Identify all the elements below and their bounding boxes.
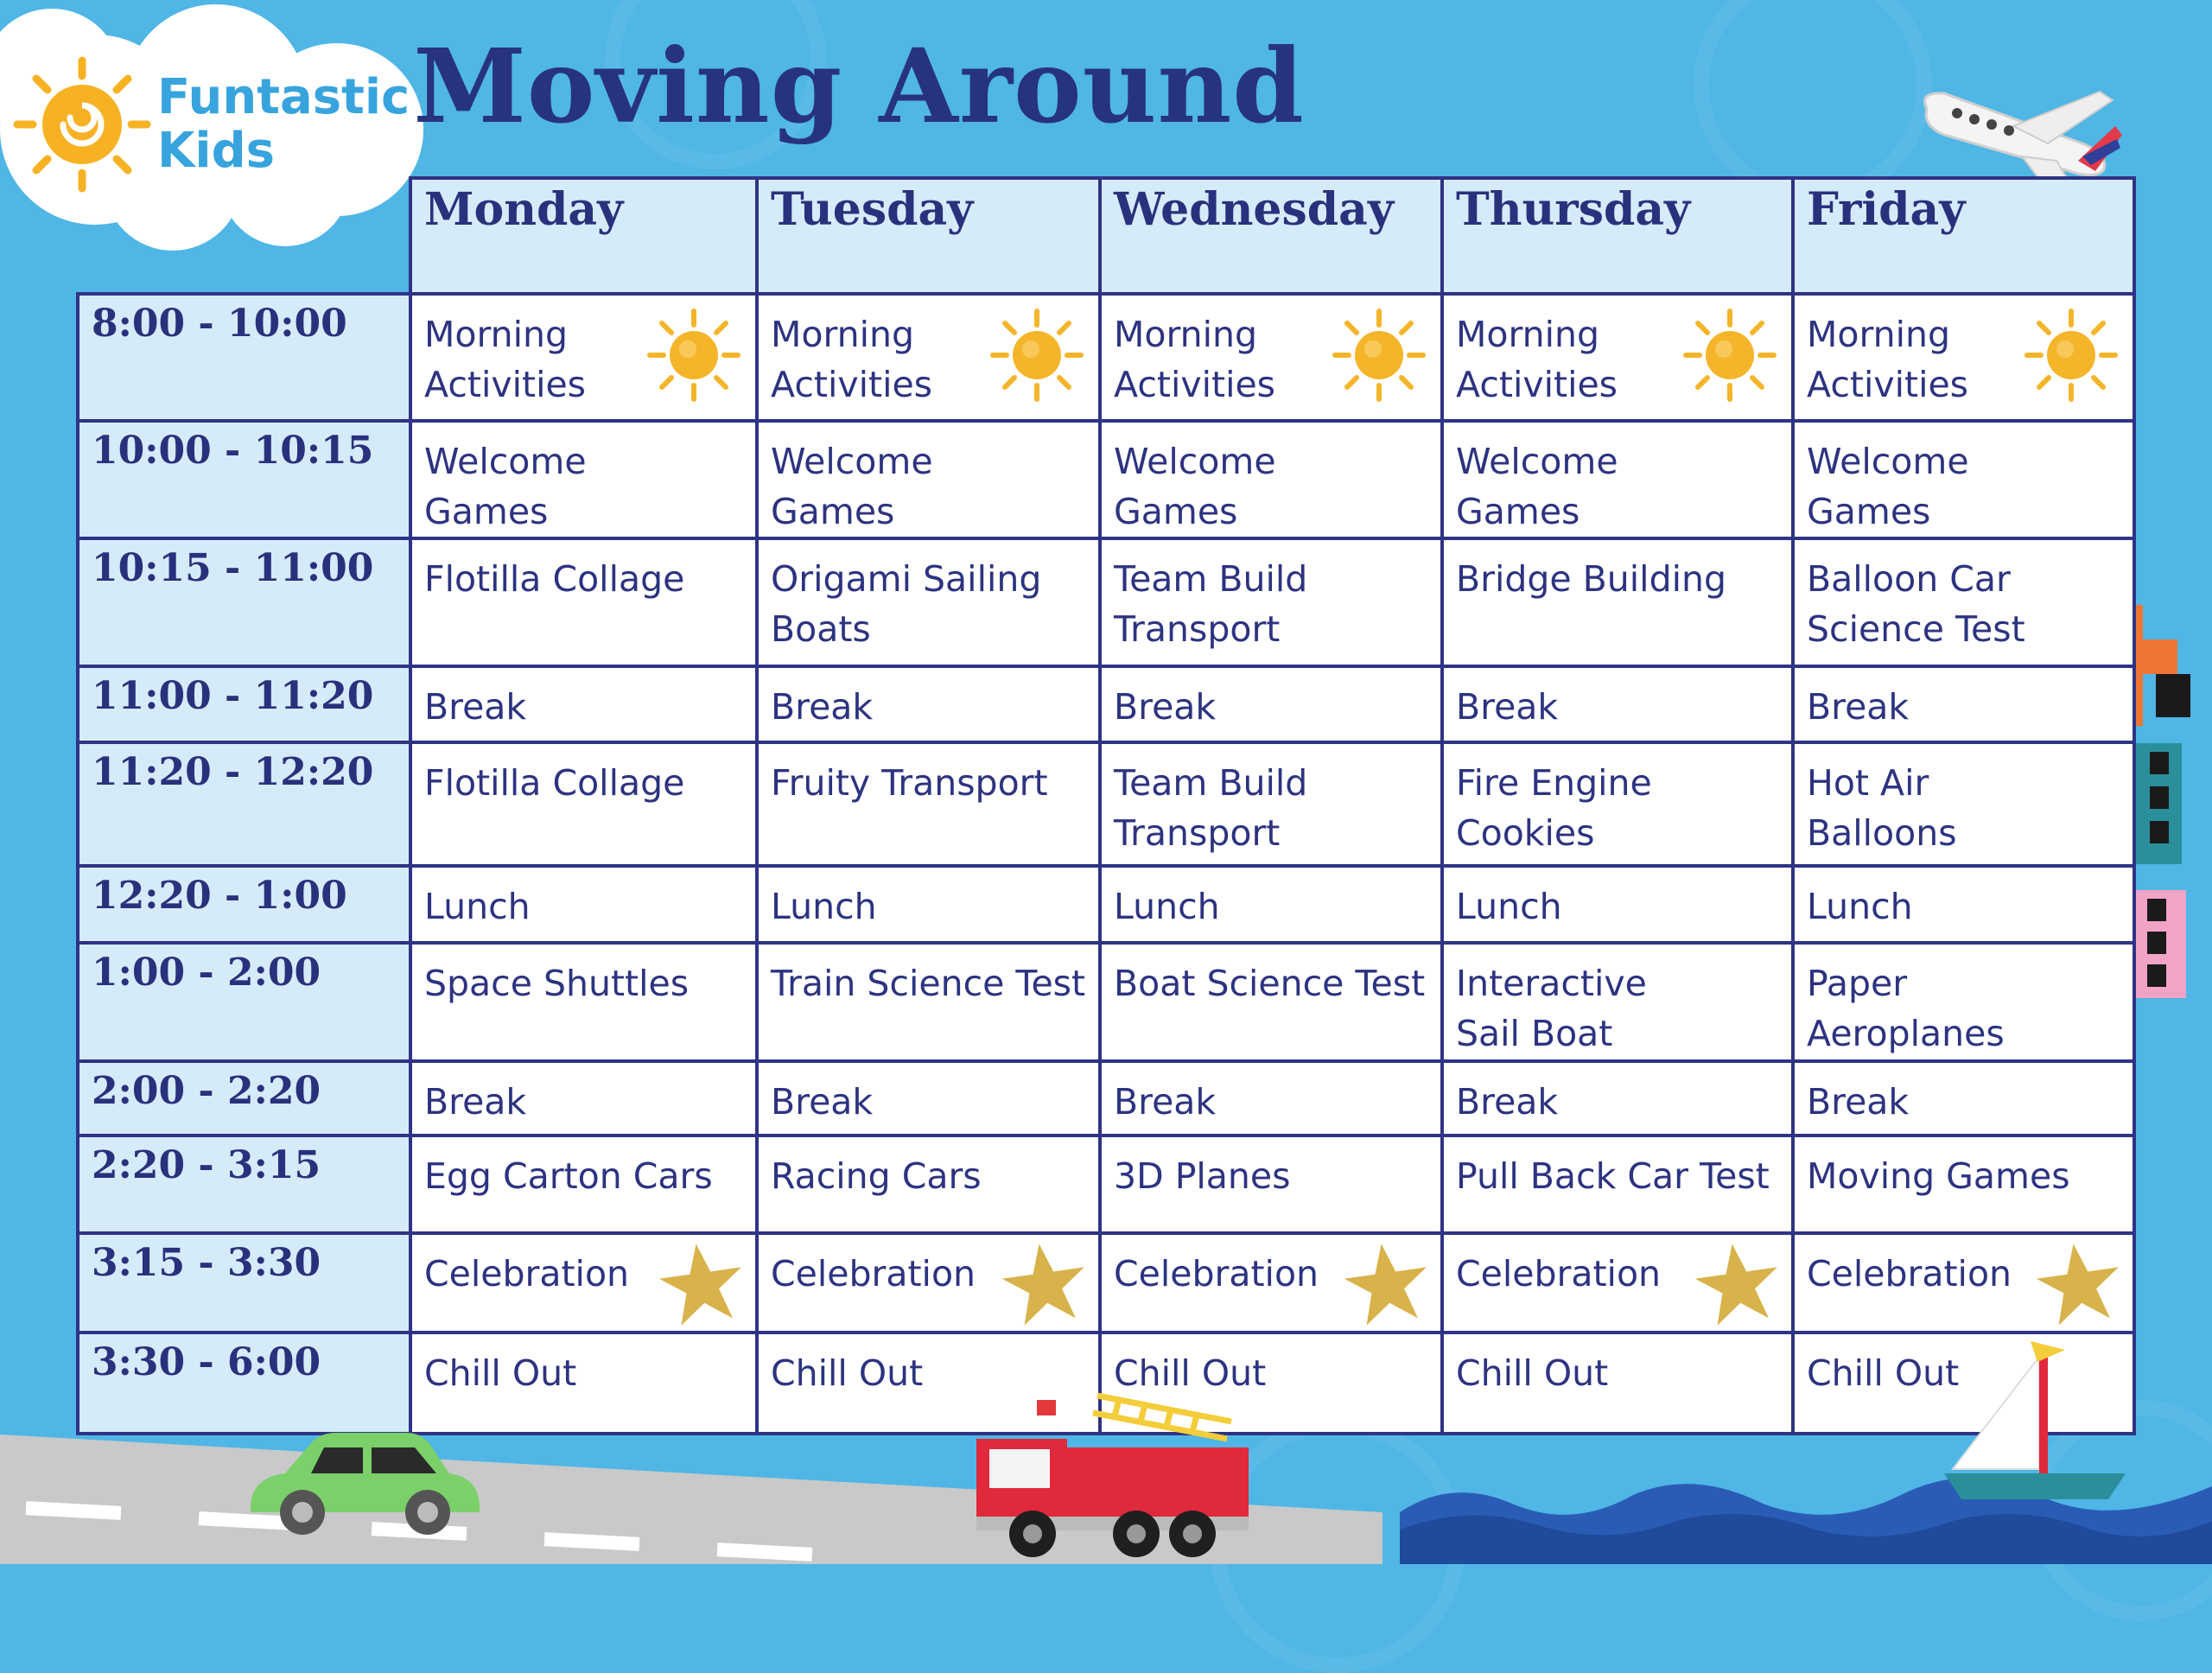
activity-label: Paper Aeroplanes xyxy=(1807,963,2005,1054)
activity-cell xyxy=(1098,1059,1444,1137)
activity-label: Welcome Games xyxy=(771,441,933,532)
activity-label: Break xyxy=(771,686,874,728)
activity-cell xyxy=(1791,941,2136,1063)
activity-cell xyxy=(409,1231,759,1334)
fire-engine-icon xyxy=(972,1387,1249,1560)
activity-cell xyxy=(1440,1231,1795,1334)
activity-cell xyxy=(1440,741,1795,868)
activity-label: Chill Out xyxy=(771,1352,924,1394)
activity-cell xyxy=(755,1059,1102,1137)
activity-label: Welcome Games xyxy=(1456,441,1618,532)
activity-label: Balloon Car Science Test xyxy=(1807,558,2025,650)
sun-icon xyxy=(1332,308,1427,403)
activity-label: Fruity Transport xyxy=(771,762,1048,804)
activity-cell xyxy=(1791,1231,2136,1334)
activity-cell xyxy=(409,941,759,1063)
activity-label: Fire Engine Cookies xyxy=(1456,762,1652,854)
sun-icon xyxy=(646,308,741,403)
activity-cell xyxy=(1440,665,1795,744)
activity-label: Chill Out xyxy=(1114,1352,1267,1394)
activity-cell xyxy=(1791,419,2136,540)
grid-corner xyxy=(76,176,412,296)
activity-label: Egg Carton Cars xyxy=(424,1155,713,1197)
activity-label: Celebration xyxy=(1114,1253,1319,1295)
activity-cell xyxy=(755,419,1102,540)
sun-icon xyxy=(2024,308,2119,403)
activity-label: Break xyxy=(1114,686,1217,728)
activity-cell xyxy=(1791,864,2136,945)
activity-label: Lunch xyxy=(1456,886,1562,927)
activity-label: Lunch xyxy=(1807,886,1913,927)
activity-cell xyxy=(1440,292,1795,423)
activity-label: Break xyxy=(1456,686,1559,728)
activity-cell xyxy=(755,1231,1102,1334)
activity-label: Morning Activities xyxy=(771,314,933,405)
activity-cell xyxy=(409,537,759,668)
activity-cell xyxy=(1791,741,2136,868)
activity-label: Break xyxy=(424,1081,527,1123)
activity-cell xyxy=(1098,1231,1444,1334)
time-slot: 3:30 - 6:00 xyxy=(76,1331,412,1435)
time-slot: 2:20 - 3:15 xyxy=(76,1134,412,1235)
activity-label: Break xyxy=(771,1081,874,1123)
time-slot: 2:00 - 2:20 xyxy=(76,1059,412,1137)
activity-cell xyxy=(755,1134,1102,1235)
activity-label: Morning Activities xyxy=(1456,314,1618,405)
activity-label: Break xyxy=(1807,1081,1910,1123)
activity-cell xyxy=(755,741,1102,868)
time-slot: 11:20 - 12:20 xyxy=(76,741,412,868)
activity-cell xyxy=(755,537,1102,668)
timetable-grid xyxy=(76,176,2133,1415)
activity-cell xyxy=(409,741,759,868)
activity-cell xyxy=(1098,864,1444,945)
sailboat-icon xyxy=(1936,1331,2134,1504)
activity-label: Break xyxy=(1807,686,1910,728)
activity-label: Celebration xyxy=(1807,1253,2012,1295)
activity-cell xyxy=(1791,665,2136,744)
brand-line2: Kids xyxy=(157,123,276,179)
day-header-friday: Friday xyxy=(1791,176,2136,296)
time-slot: 11:00 - 11:20 xyxy=(76,665,412,744)
activity-cell xyxy=(1791,1134,2136,1235)
activity-label: Chill Out xyxy=(1456,1352,1609,1394)
activity-label: Pull Back Car Test xyxy=(1456,1155,1770,1197)
star-icon xyxy=(1694,1240,1781,1326)
page-title: Moving Around xyxy=(413,26,1305,146)
activity-label: Team Build Transport xyxy=(1114,558,1308,650)
car-icon xyxy=(242,1426,484,1538)
day-header-wednesday: Wednesday xyxy=(1098,176,1444,296)
activity-label: Celebration xyxy=(1456,1253,1662,1295)
activity-label: Morning Activities xyxy=(424,314,587,405)
day-header-thursday: Thursday xyxy=(1440,176,1795,296)
activity-label: Boat Science Test xyxy=(1114,963,1426,1004)
activity-cell xyxy=(1440,864,1795,945)
activity-label: Lunch xyxy=(771,886,877,927)
activity-label: Flotilla Collage xyxy=(424,558,685,600)
activity-cell xyxy=(755,864,1102,945)
activity-label: Break xyxy=(1114,1081,1217,1123)
activity-label: Break xyxy=(1456,1081,1559,1123)
activity-label: Racing Cars xyxy=(771,1155,982,1197)
time-slot: 12:20 - 1:00 xyxy=(76,864,412,945)
activity-cell xyxy=(409,665,759,744)
activity-cell xyxy=(1098,1134,1444,1235)
activity-label: Chill Out xyxy=(1807,1352,1960,1394)
activity-cell xyxy=(1098,665,1444,744)
activity-cell xyxy=(409,292,759,423)
activity-cell xyxy=(755,292,1102,423)
activity-label: Train Science Test xyxy=(771,963,1086,1004)
activity-cell xyxy=(755,665,1102,744)
activity-label: Break xyxy=(424,686,527,728)
activity-label: Celebration xyxy=(424,1253,630,1295)
activity-cell xyxy=(1440,941,1795,1063)
activity-cell xyxy=(1440,537,1795,668)
activity-cell xyxy=(1440,419,1795,540)
sun-icon xyxy=(1682,308,1777,403)
time-slot: 10:00 - 10:15 xyxy=(76,419,412,540)
brand-line1: Funtastic xyxy=(157,69,410,125)
activity-cell xyxy=(1098,537,1444,668)
time-slot: 1:00 - 2:00 xyxy=(76,941,412,1063)
activity-label: Welcome Games xyxy=(424,441,587,532)
activity-cell xyxy=(1440,1331,1795,1435)
activity-cell xyxy=(409,419,759,540)
activity-label: Lunch xyxy=(424,886,531,927)
activity-label: Welcome Games xyxy=(1114,441,1276,532)
activity-label: Flotilla Collage xyxy=(424,762,685,804)
activity-label: Chill Out xyxy=(424,1352,577,1394)
activity-label: Interactive Sail Boat xyxy=(1456,963,1647,1054)
activity-cell xyxy=(1098,941,1444,1063)
day-header-tuesday: Tuesday xyxy=(755,176,1102,296)
sun-icon xyxy=(989,308,1084,403)
activity-cell xyxy=(1098,741,1444,868)
activity-label: Team Build Transport xyxy=(1114,762,1308,854)
activity-cell xyxy=(1098,419,1444,540)
activity-label: Hot Air Balloons xyxy=(1807,762,1957,854)
activity-label: Welcome Games xyxy=(1807,441,1969,532)
day-header-monday: Monday xyxy=(409,176,759,296)
activity-cell xyxy=(1440,1059,1795,1137)
activity-label: 3D Planes xyxy=(1114,1155,1291,1197)
star-icon xyxy=(1001,1240,1088,1326)
activity-label: Space Shuttles xyxy=(424,963,690,1004)
time-slot: 3:15 - 3:30 xyxy=(76,1231,412,1334)
time-slot: 8:00 - 10:00 xyxy=(76,292,412,423)
activity-cell xyxy=(409,1134,759,1235)
activity-label: Moving Games xyxy=(1807,1155,2070,1197)
activity-cell xyxy=(1440,1134,1795,1235)
activity-label: Celebration xyxy=(771,1253,976,1295)
activity-cell xyxy=(1098,292,1444,423)
activity-cell xyxy=(409,1059,759,1137)
activity-label: Origami Sailing Boats xyxy=(771,558,1042,650)
activity-cell xyxy=(409,864,759,945)
star-icon xyxy=(1344,1240,1430,1326)
activity-cell xyxy=(1791,537,2136,668)
activity-label: Morning Activities xyxy=(1114,314,1276,405)
activity-cell xyxy=(1791,292,2136,423)
activity-label: Bridge Building xyxy=(1456,558,1727,600)
star-icon xyxy=(658,1240,745,1326)
activity-label: Morning Activities xyxy=(1807,314,1969,405)
activity-cell xyxy=(1791,1059,2136,1137)
activity-label: Lunch xyxy=(1114,886,1220,927)
star-icon xyxy=(2036,1240,2122,1326)
activity-cell xyxy=(755,941,1102,1063)
time-slot: 10:15 - 11:00 xyxy=(76,537,412,668)
